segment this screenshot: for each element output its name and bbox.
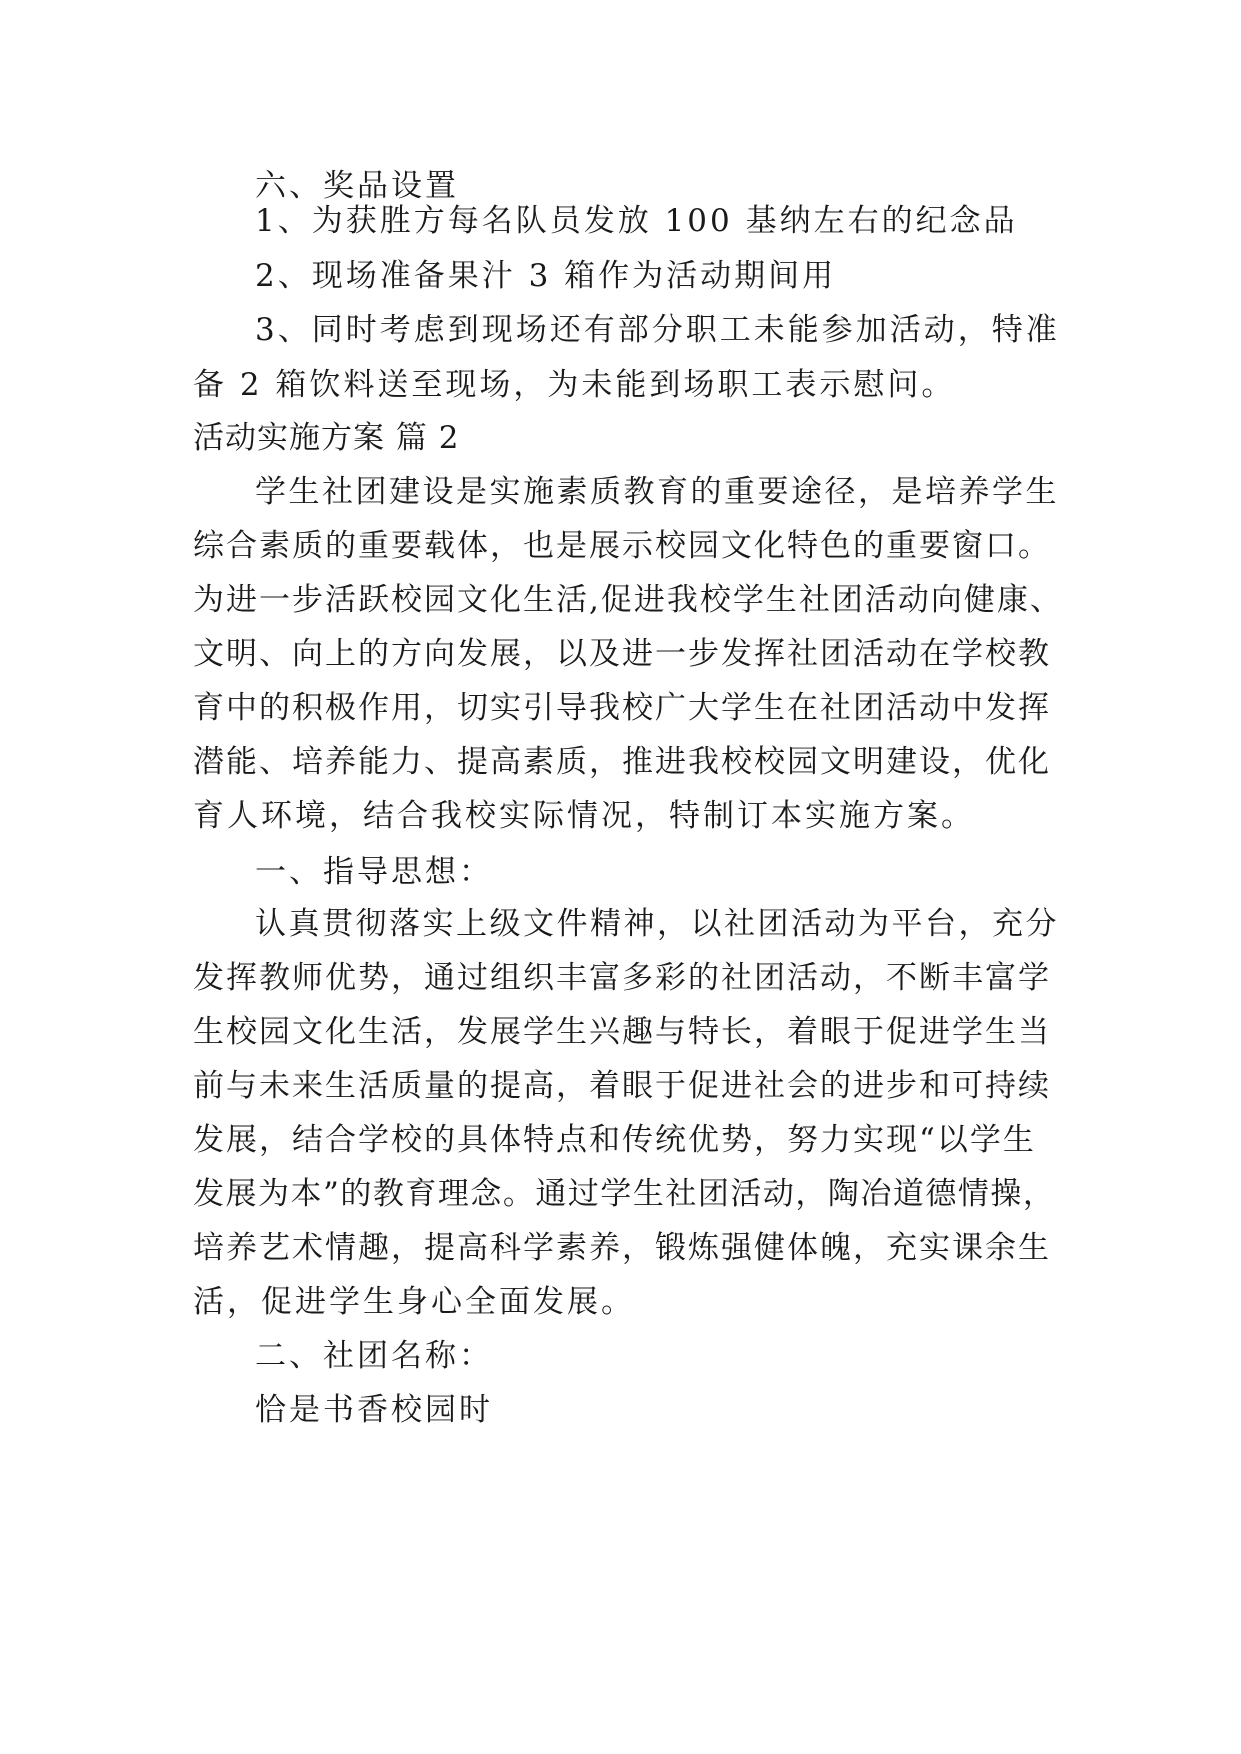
section-one-line-2: 发挥教师优势，通过组织丰富多彩的社团活动，不断丰富学 [193,960,1051,996]
section-one-line-4: 前与未来生活质量的提高，着眼于促进社会的进步和可持续 [193,1068,1051,1104]
section-six-item-2: 2、现场准备果汁 3 箱作为活动期间用 [255,258,837,294]
section-one-line-5: 发展，结合学校的具体特点和传统优势，努力实现“以学生 [193,1122,1036,1158]
section-six-item-1: 1、为获胜方每名队员发放 100 基纳左右的纪念品 [255,203,1018,239]
section-two-line-1: 恰是书香校园时 [255,1392,493,1428]
section-one-line-3: 生校园文化生活，发展学生兴趣与特长，着眼于促进学生当 [193,1014,1051,1050]
section-one-line-8: 活，促进学生身心全面发展。 [193,1284,635,1320]
intro-line-5: 育中的积极作用，切实引导我校广大学生在社团活动中发挥 [193,690,1051,726]
section-one-line-6: 发展为本”的教育理念。通过学生社团活动，陶冶道德情操， [193,1176,1056,1212]
intro-line-4: 文明、向上的方向发展，以及进一步发挥社团活动在学校教 [193,636,1051,672]
section-six-item-4: 备 2 箱饮料送至现场，为未能到场职工表示慰问。 [193,367,956,403]
section-six-item-3: 3、同时考虑到现场还有部分职工未能参加活动，特准 [255,312,1060,348]
section-one-line-1: 认真贯彻落实上级文件精神，以社团活动为平台，充分 [255,906,1059,942]
intro-line-7: 育人环境，结合我校实际情况，特制订本实施方案。 [193,798,975,834]
part-2-title: 活动实施方案 篇 2 [193,420,460,456]
intro-line-1: 学生社团建设是实施素质教育的重要途径，是培养学生 [255,474,1059,510]
intro-line-6: 潜能、培养能力、提高素质，推进我校校园文明建设，优化 [193,744,1051,780]
section-six-heading: 六、奖品设置 [255,168,459,204]
section-one-line-7: 培养艺术情趣，提高科学素养，锻炼强健体魄，充实课余生 [193,1230,1051,1266]
section-one-heading: 一、指导思想： [255,854,493,890]
intro-line-2: 综合素质的重要载体，也是展示校园文化特色的重要窗口。 [193,528,1051,564]
section-two-heading: 二、社团名称： [255,1338,493,1374]
intro-line-3: 为进一步活跃校园文化生活,促进我校学生社团活动向健康、 [193,582,1063,618]
